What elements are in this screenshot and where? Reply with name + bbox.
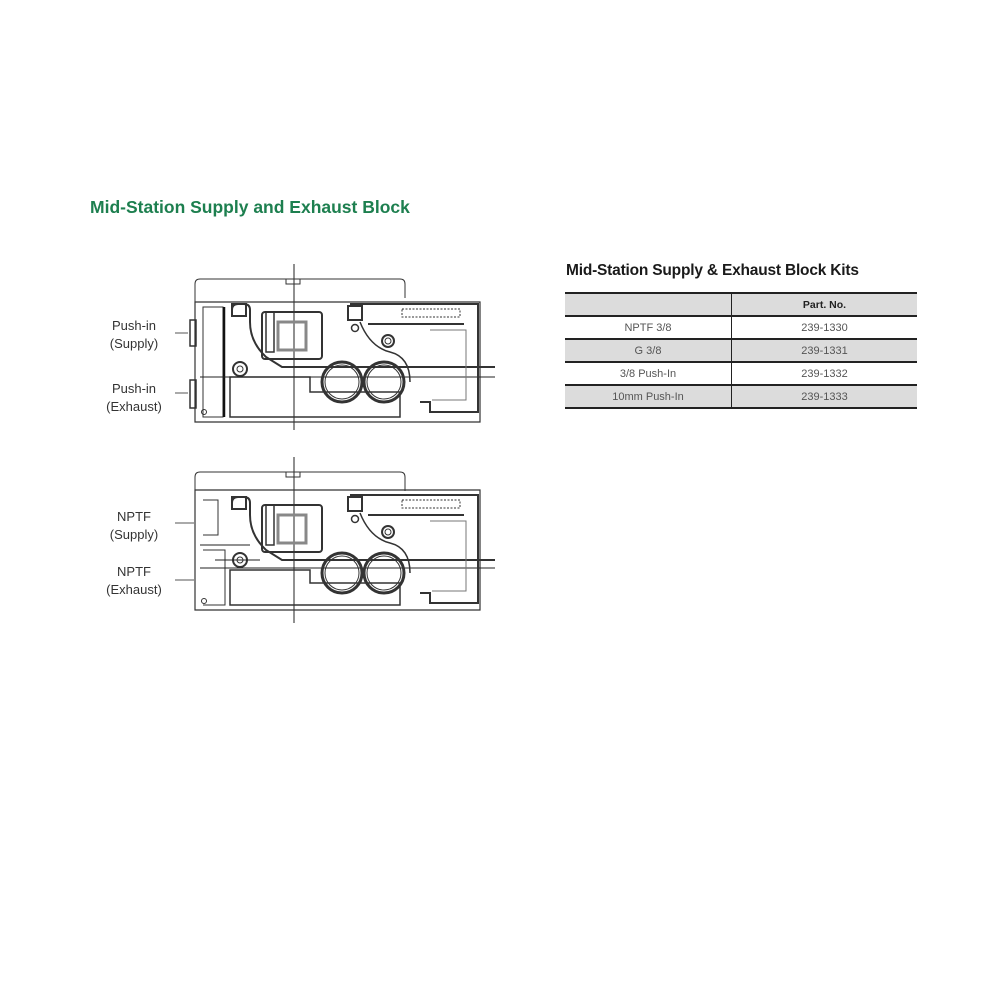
label-line: (Exhaust) — [106, 582, 162, 597]
nptf-exhaust-label — [98, 563, 170, 599]
cell-part-no: 239-1332 — [732, 362, 918, 385]
cell-type: 3/8 Push-In — [565, 362, 732, 385]
label-line: Push-in — [111, 381, 157, 396]
header-part-no: Part. No. — [732, 293, 918, 316]
push-in-exhaust-label — [98, 380, 170, 416]
nptf-supply-label — [98, 508, 170, 544]
label-line: (Supply) — [109, 527, 159, 542]
label-line: (Exhaust) — [106, 399, 162, 414]
cell-part-no: 239-1331 — [732, 339, 918, 362]
table-row — [565, 385, 917, 408]
push-in-supply-label — [98, 317, 170, 353]
label-line: NPTF — [117, 564, 151, 579]
cell-type: 10mm Push-In — [565, 385, 732, 408]
nptf-block-drawing — [170, 455, 500, 625]
kits-table-title: Mid-Station Supply & Exhaust Block Kits — [566, 262, 859, 279]
table-row — [565, 362, 917, 385]
label-line: (Supply) — [109, 336, 159, 351]
section-title: Mid-Station Supply and Exhaust Block — [90, 197, 410, 217]
table-row — [565, 316, 917, 339]
label-line: NPTF — [117, 509, 151, 524]
header-type — [565, 293, 732, 316]
label-line: Push-in — [111, 318, 157, 333]
cell-part-no: 239-1333 — [732, 385, 918, 408]
cell-type: G 3/8 — [565, 339, 732, 362]
table-row — [565, 339, 917, 362]
push-in-block-drawing — [170, 262, 500, 432]
cell-type: NPTF 3/8 — [565, 316, 732, 339]
table-header-row — [565, 293, 917, 316]
cell-part-no: 239-1330 — [732, 316, 918, 339]
kits-table — [565, 292, 917, 409]
